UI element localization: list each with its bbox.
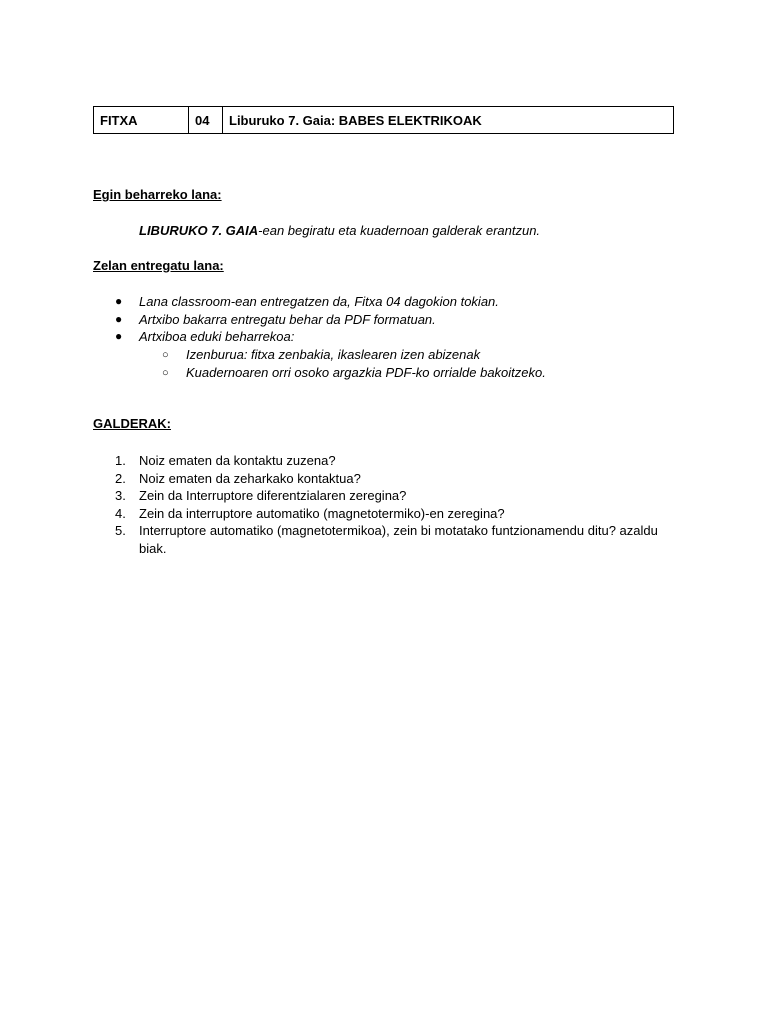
- section-heading-task: Egin beharreko lana:: [93, 187, 222, 202]
- list-item-text: Artxiboa eduki beharrekoa:: [139, 329, 295, 344]
- question-text: Zein da interruptore automatiko (magnetotermiko)-en zeregina?: [139, 505, 505, 521]
- list-number: 1.: [115, 453, 126, 468]
- question-text: Interruptore automatiko (magnetotermikoa), zein bi motatako funtzionamendu ditu? azaldu biak.: [139, 523, 658, 556]
- delivery-list: [93, 293, 499, 346]
- list-number: 4.: [115, 505, 126, 521]
- task-instruction: [139, 223, 540, 238]
- question-text: Noiz ematen da kontaktu zuzena?: [139, 453, 336, 468]
- list-item: [93, 522, 693, 557]
- circle-bullet-icon: ○: [162, 367, 169, 379]
- section-heading-delivery: Zelan entregatu lana:: [93, 258, 224, 273]
- header-row: [94, 107, 674, 134]
- bullet-icon: ●: [115, 311, 123, 326]
- circle-bullet-icon: ○: [162, 349, 169, 361]
- delivery-sublist: [93, 346, 546, 382]
- section-heading-questions: GALDERAK:: [93, 416, 171, 431]
- task-instruction-rest: -ean begiratu eta kuadernoan galderak erantzun.: [258, 223, 541, 238]
- bullet-icon: ●: [115, 329, 123, 343]
- header-cell-number: 04: [189, 107, 223, 134]
- header-cell-fitxa: FITXA: [94, 107, 189, 134]
- list-number: 2.: [115, 470, 126, 486]
- list-item: [93, 452, 693, 470]
- question-text: Zein da Interruptore diferentzialaren zeregina?: [139, 488, 407, 503]
- list-item: [93, 346, 546, 364]
- list-item-text: Izenburua: fitxa zenbakia, ikaslearen izen abizenak: [186, 347, 481, 362]
- list-item: [93, 470, 693, 488]
- list-item: [93, 487, 693, 505]
- list-item: [93, 364, 546, 382]
- list-number: 5.: [115, 523, 126, 538]
- task-instruction-bold: LIBURUKO 7. GAIA: [139, 223, 259, 238]
- question-text: Noiz ematen da zeharkako kontaktua?: [139, 470, 361, 486]
- list-item: [93, 293, 499, 311]
- header-cell-title: Liburuko 7. Gaia: BABES ELEKTRIKOAK: [223, 107, 674, 134]
- list-number: 3.: [115, 488, 126, 503]
- list-item-text: Kuadernoaren orri osoko argazkia PDF-ko orrialde bakoitzeko.: [186, 365, 546, 380]
- list-item-text: Lana classroom-ean entregatzen da, Fitxa 04 dagokion tokian.: [139, 294, 499, 309]
- header-table: [93, 106, 674, 134]
- list-item: [93, 328, 499, 346]
- list-item: [93, 311, 499, 329]
- list-item-text: Artxibo bakarra entregatu behar da PDF formatuan.: [139, 311, 436, 327]
- list-item: [93, 505, 693, 523]
- bullet-icon: ●: [115, 294, 123, 308]
- questions-list: [93, 452, 693, 557]
